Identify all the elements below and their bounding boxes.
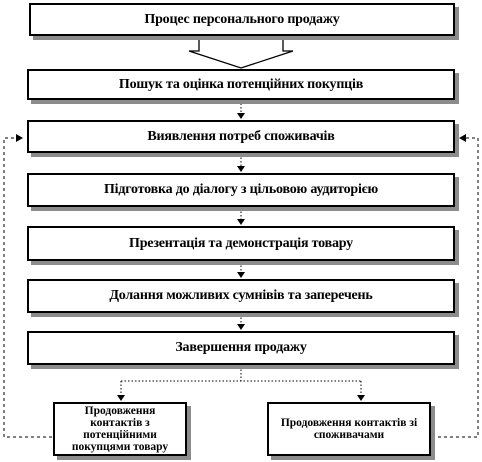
outcome-label: Продовження контактів з потенційними покупцями товару (71, 404, 169, 454)
outcome-label: Продовження контактів зі споживачами (280, 416, 418, 441)
step-label: Пошук та оцінка потенційних покупців (118, 76, 364, 92)
step-box (27, 279, 455, 313)
step-box (27, 173, 455, 207)
step-label: Презентація та демонстрація товару (129, 235, 353, 251)
process-title: Процес персонального продажу (144, 11, 340, 27)
step-label: Долання можливих сумнівів та заперечень (109, 288, 373, 303)
branch-arrow-heads (117, 395, 365, 401)
outcome-box (53, 402, 187, 456)
step-label: Підготовка до діалогу з цільовою аудиторією (103, 182, 379, 197)
outcome-box (267, 402, 431, 456)
branch-lines (121, 366, 361, 395)
step-box (27, 226, 455, 261)
step-box (27, 120, 455, 153)
step-label: Виявлення потреб споживачів (147, 128, 335, 144)
step-box (27, 331, 455, 365)
step-box (27, 69, 455, 100)
hollow-arrow (189, 38, 293, 68)
step-label: Завершення продажу (175, 340, 307, 355)
process-title-box (29, 3, 455, 36)
